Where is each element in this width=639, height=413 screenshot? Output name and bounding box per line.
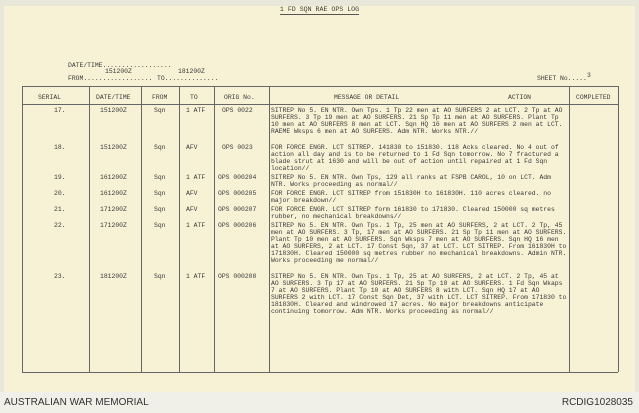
orig-no: OPS 000207 [218,206,257,213]
to: AFV [186,144,198,151]
from: Sqn [154,144,166,151]
footer-record-id: RCDIG1028035 [561,397,633,408]
date-time: 171200Z [100,222,127,229]
col-header-serial: SERIAL [38,94,62,101]
col-header-orig-no: ORIG No. [224,94,255,101]
date-time: 171200Z [100,206,127,213]
column-divider [214,86,215,372]
footer-institution: AUSTRALIAN WAR MEMORIAL [4,397,149,408]
message: SITREP No 5. EN NTR. Own Tps. 1 Tp, 25 men at AO SURFERS, 2 at LCT. 2 Tp, 45 men at AO SURFERS. 3 Tp, 17 men at AO SURFERS. 21 Sp Tp 11 men at AO SURFERS. Plant Tp 10 men at AO SURFERS. Sqn Wksps 7 men at AO SURFERS. Sqn HQ 16 men at AO SURFERS, 2 at LCT. 17 Const Sqn, 37 at LCT. LCT SITREP. From 161830H to 171830H. Cleared 150000 sq metres rubber no mechanical breakdowns. Admin NTR. Works proceeding me normal// [271,222,567,265]
date-time: 181200Z [100,273,127,280]
date-time: 161200Z [100,174,127,181]
col-header-to: TO [190,94,198,101]
sheet-number: SHEET No..... [537,75,587,82]
col-header-message: MESSAGE OR DETAIL [334,94,400,101]
serial: 22. [54,222,66,229]
column-divider [179,86,180,372]
sheet-value: 3 [587,72,591,79]
log-title: 1 FD SQN RAE OPS LOG [279,6,360,13]
orig-no: OPS 000208 [218,273,257,280]
orig-no: OPS 000205 [218,190,257,197]
col-header-action: ACTION [508,94,532,101]
date-time: 151200Z [100,144,127,151]
date-time: 161200Z [100,190,127,197]
col-header-date-time: DATE/TIME [96,94,131,101]
table-bottom-rule [22,372,618,373]
to: 1 ATF [186,174,206,181]
from: Sqn [154,190,166,197]
date-time-field: DATE/TIME.................. [68,62,172,69]
column-divider [141,86,142,372]
message: SITREP No 5. EN NTR. Own Tps. 1 Tp 22 men at AO SURFERS 2 at LCT. 2 Tp at AO SURFERS. 3 Tp 19 men at AO SURFERS. 21 Sp Tp 11 men at AO SURFERS. Plant Tp 10 men at AO SURFERS 8 men at LCT. Sqn HQ 16 men at AO SURFERS 2 men at LCT. RAEME Wksps 6 men at AO SURFERS. Adm NTR. Works NTR.// [271,107,563,136]
to: 1 ATF [186,273,206,280]
to: 1 ATF [186,107,206,114]
to: AFV [186,206,198,213]
orig-no: OPS 0023 [222,144,253,151]
column-divider [569,86,570,372]
from-value: 151200Z [105,68,132,75]
message: SITREP No 5. EN NTR. Own Tps, 129 all ranks at FSPB CAROL, 10 on LCT. Adm NTR. Works proceeding as normal// [271,174,551,189]
column-divider [89,86,90,372]
from: Sqn [154,107,166,114]
to: 1 ATF [186,222,206,229]
col-header-completed: COMPLETED [576,94,611,101]
log-sheet [4,6,635,392]
serial: 19. [54,174,66,181]
from-label: FROM.................. [68,75,153,82]
table-border [22,86,23,372]
from: Sqn [154,206,166,213]
orig-no: OPS 000204 [218,174,257,181]
to-value: 181200Z [178,68,205,75]
table-top-rule [22,86,618,87]
to-label: TO.............. [157,75,219,82]
message: FOR FORCE ENGR. LCT SITREP. 141830 to 151830. 118 Acks cleared. No 4 out of action all day and is to be returned to 1 Fd Sqn tomorrow. No 7 fractured a blade strut at 1630 and will be out of action until repaired at 1 Fd Sqn location// [271,144,559,173]
serial: 20. [54,190,66,197]
message: FOR FORCE ENGR. LCT SITREP form 161830 to 171830. Cleared 150000 sq metres rubber, no mechanical breakdowns// [271,206,555,221]
column-divider [269,86,270,372]
table-header-rule [22,104,618,105]
from: Sqn [154,273,166,280]
message: SITREP No 5. EN NTR. Own Tps. 1 Tp, 25 at AO SURFERS, 2 at LCT. 2 Tp, 45 at AO SURFERS. 3 Tp 17 at AO SURFERS. 21 Sp Tp 10 at AO SURFERS. 1 Fd Sqn Wkaps 7 at AO SURFERS. Plant Tp 10 at AO SURFERS 8 with LCT. Sqn HQ 17 at AO SURFERS 2 with LCT. 17 Const Sqn Det, 37 with LCT. LCT SITREP. From 171830 to 181830H. Cleared and windrowed 17 acres. No major breakdowns anticipate continuing tomorrow. Adm NTR. Works proceeding as normal// [271,273,567,316]
serial: 21. [54,206,66,213]
date-time: 151200Z [100,107,127,114]
from: Sqn [154,174,166,181]
orig-no: OPS 0022 [222,107,253,114]
serial: 18. [54,144,66,151]
table-border [618,86,619,372]
col-header-from: FROM [152,94,168,101]
to: AFV [186,190,198,197]
message: FOR FORCE ENGR. LCT SITREP from 151830H to 161830H. 110 acres cleared. no major breakdown// [271,190,551,205]
serial: 17. [54,107,66,114]
from: Sqn [154,222,166,229]
orig-no: OPS 000206 [218,222,257,229]
serial: 23. [54,273,66,280]
archive-footer [0,392,639,413]
